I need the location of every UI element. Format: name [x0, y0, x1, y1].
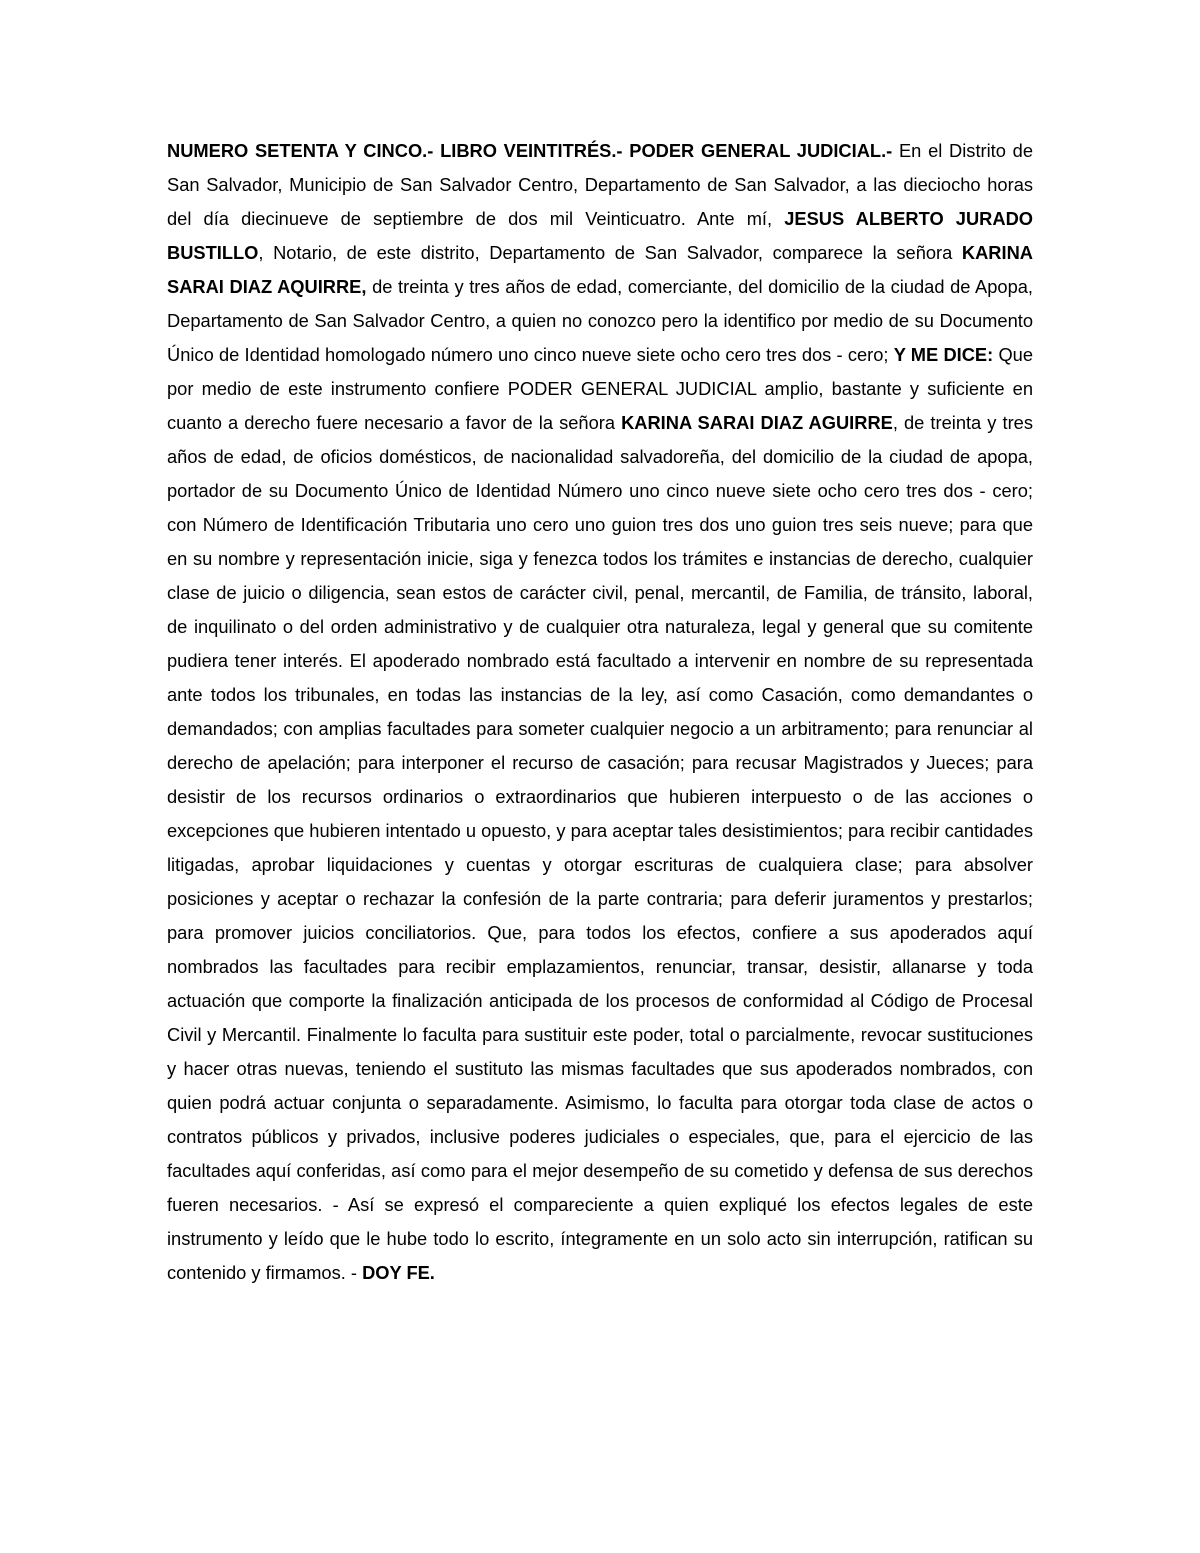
body-text-2: , Notario, de este distrito, Departamento de San Salvador, comparece la señora [258, 242, 962, 263]
appearer-name: KARINA SARAI DIAZ AQUIRRE, [167, 242, 1033, 297]
body-text-5: , de treinta y tres años de edad, de oficios domésticos, de nacionalidad salvadoreña, del domicilio de la ciudad de apopa, portador de su Documento Único de Identidad Número uno cinco nueve siete ocho cero tres dos - cero; con Número de Identificación Tributaria uno cero uno guion tres dos uno guion tres seis nueve; para que en su nombre y representación inicie, siga y fenezca todos los trámites e instancias de derecho, cualquier clase de juicio o diligencia, sean estos de carácter civil, penal, mercantil, de Familia, de tránsito, laboral, de inquilinato o del orden administrativo y de cualquier otra naturaleza, legal y general que su comitente pudiera tener interés. El apoderado nombrado está facultado a intervenir en nombre de su representada ante todos los tribunales, en todas las instancias de la ley, así como Casación, como demandantes o demandados; con amplias facultades para someter cualquier negocio a un arbitramento; para renunciar al derecho de apelación; para interponer el recurso de casación; para recusar Magistrados y Jueces; para desistir de los recursos ordinarios o extraordinarios que hubieren interpuesto o de las acciones o excepciones que hubieren intentado u opuesto, y para aceptar tales desistimientos; para recibir cantidades litigadas, aprobar liquidaciones y cuentas y otorgar escrituras de cualquiera clase; para absolver posiciones y aceptar o rechazar la confesión de la parte contraria; para deferir juramentos y prestarlos; para promover juicios conciliatorios. Que, para todos los efectos, confiere a sus apoderados aquí nombrados las facultades para recibir emplazamientos, renunciar, transar, desistir, allanarse y toda actuación que comporte la finalización anticipada de los procesos de conformidad al Código de Procesal Civil y Mercantil. Finalmente lo faculta para sustituir este poder, total o parcialmente, revocar sustituciones y hacer otras nuevas, teniendo el sustituto las mismas facultades que sus apoderados nombrados, con quien podrá actuar conjunta o separadamente. Asimismo, lo faculta para otorgar toda clase de actos o contratos públicos y privados, inclusive poderes judiciales o especiales, que, para el ejercicio de las facultades aquí conferidas, así como para el mejor desempeño de su cometido y defensa de sus derechos fueren necesarios. - Así se expresó el compareciente a quien expliqué los efectos legales de este instrumento y leído que le hube todo lo escrito, íntegramente en un solo acto sin interrupción, ratifican su contenido y firmamos. - [167, 412, 1033, 1283]
notary-name: JESUS ALBERTO JURADO BUSTILLO [167, 208, 1033, 263]
attorney-name: KARINA SARAI DIAZ AGUIRRE [621, 412, 893, 433]
me-dice-label: Y ME DICE: [893, 344, 994, 365]
body-text-1: En el Distrito de San Salvador, Municipio de San Salvador Centro, Departamento de San Salvador, a las dieciocho horas del día diecinueve de septiembre de dos mil Veinticuatro. Ante mí, [167, 140, 1033, 229]
document-body [167, 134, 1033, 1290]
body-text-3: de treinta y tres años de edad, comerciante, del domicilio de la ciudad de Apopa, Departamento de San Salvador Centro, a quien no conozco pero la identifico por medio de su Documento Único de Identidad homologado número uno cinco nueve siete ocho cero tres dos - cero; [167, 276, 1034, 365]
closing-doy-fe: DOY FE. [362, 1262, 435, 1283]
body-text-4: Que por medio de este instrumento confiere PODER GENERAL JUDICIAL amplio, bastante y suficiente en cuanto a derecho fuere necesario a favor de la señora [167, 344, 1033, 433]
document-heading: NUMERO SETENTA Y CINCO.- LIBRO VEINTITRÉS.- PODER GENERAL JUDICIAL.- [167, 140, 893, 161]
